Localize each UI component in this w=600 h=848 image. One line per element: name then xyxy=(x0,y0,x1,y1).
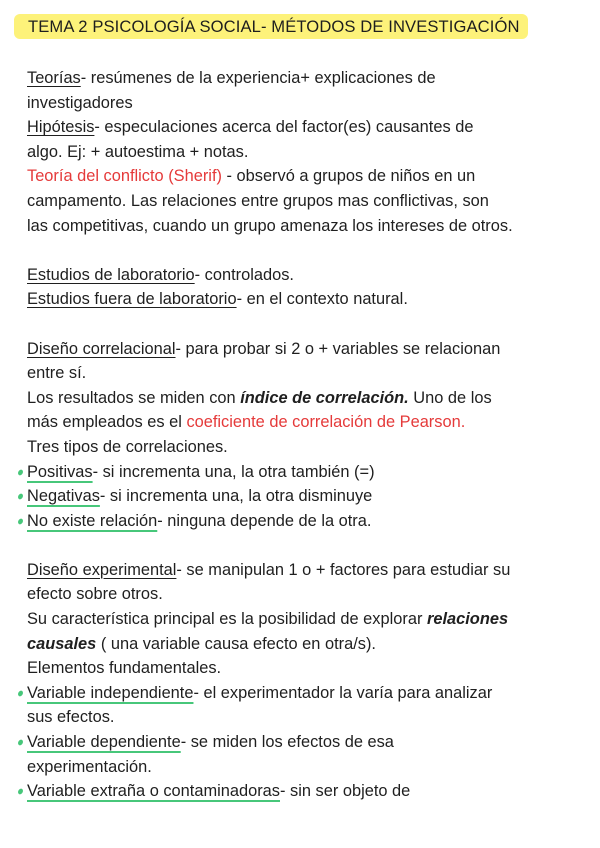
term-diseno-correlacional: Diseño correlacional xyxy=(27,339,176,358)
term-causales: causales xyxy=(27,634,97,653)
title-highlight xyxy=(14,14,528,39)
bullet-item xyxy=(27,730,572,755)
green-bullet-icon xyxy=(17,469,24,476)
text-line xyxy=(27,386,572,411)
green-bullet-icon xyxy=(17,518,24,525)
text-segment: - ninguna depende de la otra. xyxy=(157,511,372,530)
text-segment: - sin ser objeto de xyxy=(280,782,411,801)
text-line xyxy=(27,337,572,362)
text-line: entre sí. xyxy=(27,364,87,383)
text-segment: Su característica principal es la posibilidad de explorar xyxy=(27,610,427,629)
text-line: investigadores xyxy=(27,93,133,112)
text-line xyxy=(27,66,572,91)
text-line xyxy=(27,558,572,583)
text-segment: - si incrementa una, la otra también (=) xyxy=(92,462,375,481)
spacer xyxy=(27,238,572,263)
text-segment: - en el contexto natural. xyxy=(236,290,408,309)
text-line xyxy=(27,164,572,189)
term-teorias: Teorías xyxy=(27,69,81,87)
term-negativas: Negativas xyxy=(27,487,100,506)
green-bullet-icon xyxy=(17,690,24,697)
text-line: experimentación. xyxy=(27,757,152,776)
text-line xyxy=(27,607,572,632)
bullet-item xyxy=(27,484,572,509)
bullet-item xyxy=(27,779,572,804)
notes-body xyxy=(27,66,572,804)
green-bullet-icon xyxy=(17,788,24,795)
term-positivas: Positivas xyxy=(27,462,93,481)
text-line: sus efectos. xyxy=(27,708,115,727)
text-segment: - especulaciones acerca del factor(es) causantes de xyxy=(94,118,474,137)
term-variable-independiente: Variable independiente xyxy=(27,683,194,702)
term-coeficiente-pearson: coeficiente de correlación de Pearson. xyxy=(186,413,466,432)
text-segment: - controlados. xyxy=(194,265,294,284)
bullet-item xyxy=(27,460,572,485)
green-bullet-icon xyxy=(17,739,24,746)
text-line xyxy=(27,632,572,657)
spacer xyxy=(27,533,572,558)
term-variable-extrana: Variable extraña o contaminadoras xyxy=(27,782,280,801)
term-teoria-conflicto: Teoría del conflicto (Sherif) xyxy=(27,167,222,186)
text-segment: - el experimentador la varía para analizar xyxy=(193,683,493,702)
text-segment: - se manipulan 1 o + factores para estudiar su xyxy=(176,560,511,579)
text-line: Elementos fundamentales. xyxy=(27,659,222,678)
bullet-item xyxy=(27,681,572,706)
text-segment: - si incrementa una, la otra disminuye xyxy=(99,487,373,506)
text-segment: - para probar si 2 o + variables se relacionan xyxy=(175,339,501,358)
text-line xyxy=(27,410,572,435)
term-diseno-experimental: Diseño experimental xyxy=(27,560,177,579)
term-relaciones: relaciones xyxy=(426,610,509,629)
text-line: campamento. Las relaciones entre grupos mas conflictivas, son xyxy=(27,191,489,210)
text-line xyxy=(27,287,572,312)
text-segment: Uno de los xyxy=(408,388,492,407)
term-estudios-laboratorio: Estudios de laboratorio xyxy=(27,265,195,284)
term-estudios-fuera: Estudios fuera de laboratorio xyxy=(27,290,237,309)
text-segment: más empleados es el xyxy=(27,413,187,432)
term-indice-correlacion: índice de correlación. xyxy=(240,388,409,407)
spacer xyxy=(27,312,572,337)
text-segment: Los resultados se miden con xyxy=(27,388,241,407)
text-line: efecto sobre otros. xyxy=(27,585,163,604)
page-title: TEMA 2 PSICOLOGÍA SOCIAL- MÉTODOS DE INVESTIGACIÓN xyxy=(14,14,528,39)
term-no-existe-relacion: No existe relación xyxy=(27,511,158,530)
text-segment: - resúmenes de la experiencia+ explicaciones de xyxy=(80,69,436,87)
term-variable-dependiente: Variable dependiente xyxy=(27,733,181,752)
text-line: Tres tipos de correlaciones. xyxy=(27,437,228,456)
text-segment: ( una variable causa efecto en otra/s). xyxy=(96,634,376,653)
text-segment: - se miden los efectos de esa xyxy=(180,733,394,752)
text-segment: - observó a grupos de niños en un xyxy=(221,167,476,186)
text-line: algo. Ej: + autoestima + notas. xyxy=(27,142,249,161)
term-hipotesis: Hipótesis xyxy=(27,118,95,137)
text-line xyxy=(27,263,572,288)
bullet-item xyxy=(27,509,572,534)
text-line: las competitivas, cuando un grupo amenaza los intereses de otros. xyxy=(27,216,513,235)
green-bullet-icon xyxy=(17,493,24,500)
text-line xyxy=(27,115,572,140)
